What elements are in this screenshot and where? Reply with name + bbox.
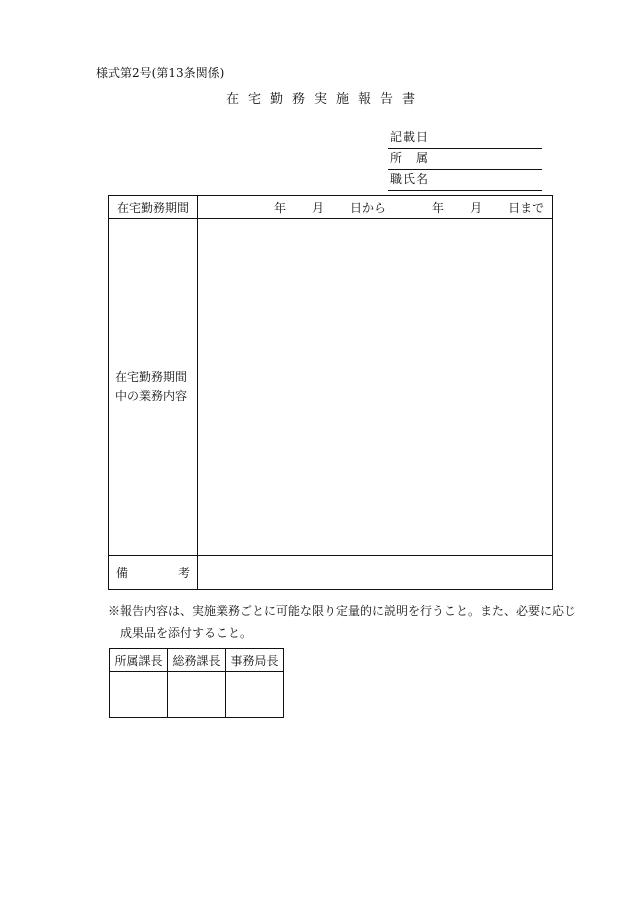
date-field[interactable] (388, 128, 542, 149)
from-day-label: 日から (350, 200, 387, 215)
document-title: 在宅勤務実施報告書 (225, 92, 424, 107)
approval-stamp-row (110, 672, 284, 718)
content-label (109, 219, 198, 556)
approval-header-row (110, 649, 284, 672)
report-table (108, 195, 553, 590)
to-year-label: 年 (432, 200, 445, 215)
note (108, 600, 588, 644)
period-row (109, 196, 553, 219)
period-value-cell[interactable] (198, 196, 553, 219)
note-line2: 成果品を添付すること。 (120, 626, 253, 640)
remarks-label-left: 備 (116, 566, 129, 580)
from-year-label: 年 (274, 200, 287, 215)
remarks-label (109, 564, 197, 581)
content-value-cell[interactable] (198, 219, 553, 556)
remarks-label-right: 考 (177, 566, 190, 580)
content-label-line2: 中の業務内容 (115, 389, 188, 403)
remarks-label-cell (109, 556, 198, 590)
remarks-value-cell[interactable] (198, 556, 553, 590)
approval-header-section-chief: 所属課長 (110, 649, 168, 672)
approval-stamp-general-affairs-chief[interactable] (168, 672, 226, 718)
from-month-label: 月 (312, 200, 325, 215)
to-month-label: 月 (470, 200, 483, 215)
affiliation-label: 所 属 (390, 151, 430, 165)
content-label-line1: 在宅勤務期間 (115, 370, 188, 384)
remarks-row (109, 556, 553, 590)
note-line1: ※報告内容は、実施業務ごとに可能な限り定量的に説明を行うこと。また、必要に応じ (108, 604, 577, 618)
affiliation-field[interactable] (388, 149, 542, 170)
approval-table (109, 648, 284, 718)
approval-header-general-affairs-chief: 総務課長 (168, 649, 226, 672)
name-field[interactable] (388, 170, 542, 191)
date-label: 記載日 (390, 130, 430, 144)
to-day-label: 日まで (508, 200, 545, 215)
period-label: 在宅勤務期間 (109, 196, 198, 219)
meta-block (388, 128, 542, 191)
content-row (109, 219, 553, 556)
name-label: 職氏名 (390, 172, 430, 186)
approval-stamp-section-chief[interactable] (110, 672, 168, 718)
form-number: 様式第2号(第13条関係) (96, 66, 225, 80)
period-text (198, 199, 552, 216)
approval-header-secretary-general: 事務局長 (226, 649, 284, 672)
approval-stamp-secretary-general[interactable] (226, 672, 284, 718)
